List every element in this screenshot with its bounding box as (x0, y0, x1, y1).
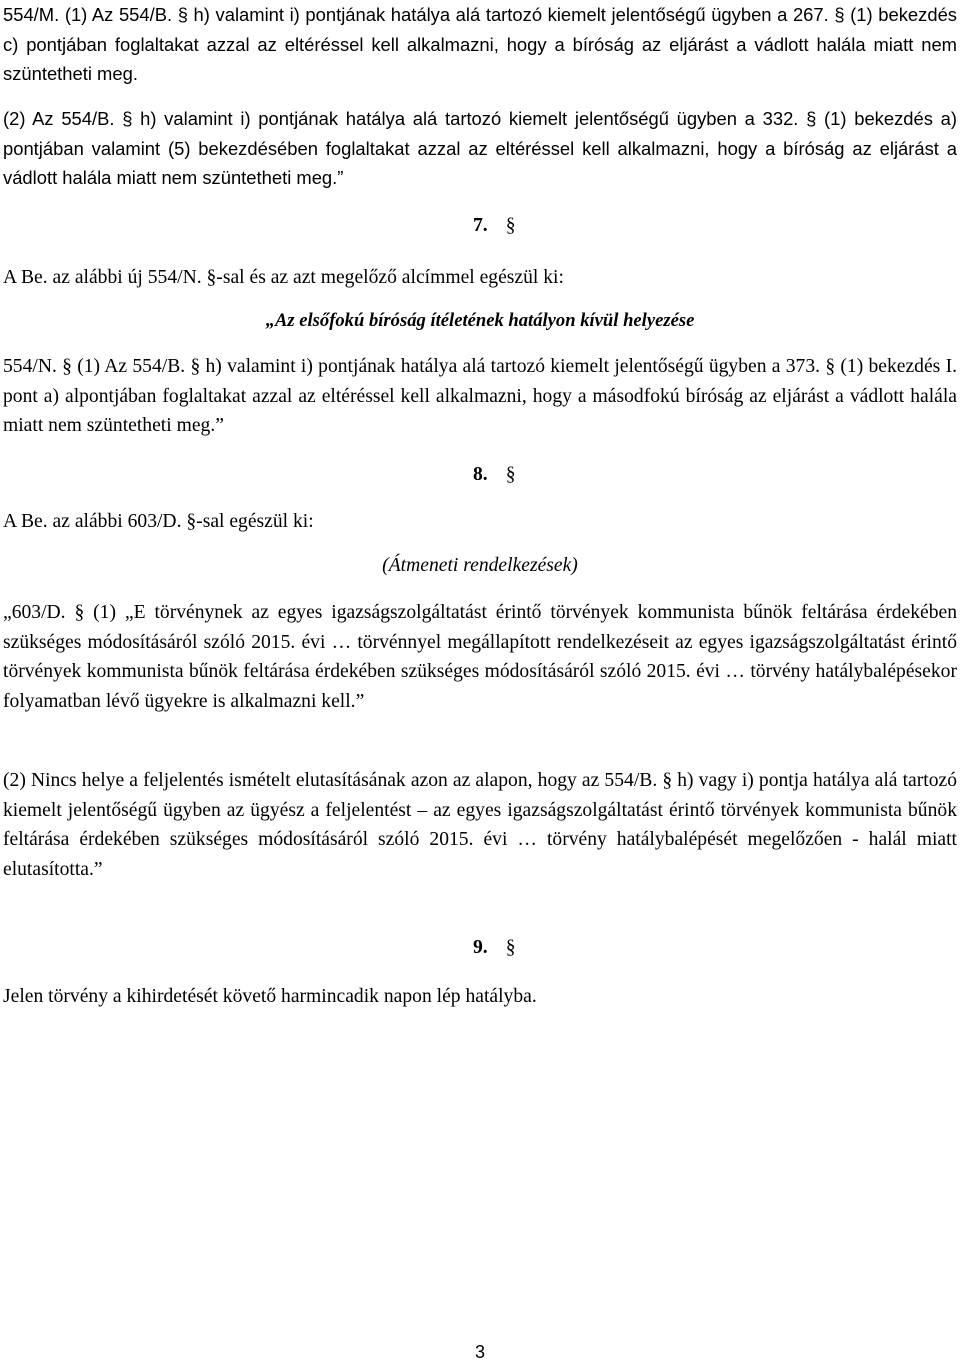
section-sign: § (505, 215, 516, 236)
section-7-number: 7. (473, 215, 488, 236)
section-sign: § (505, 937, 516, 958)
section-8-number: 8. (473, 464, 488, 485)
section-7-heading (473, 215, 516, 237)
paragraph-554n: 554/N. § (1) Az 554/B. § h) valamint i) pontjának hatálya alá tartozó kiemelt jelentőségű ügyben a 373. § (1) bekezdés I. pont a) alpontjában foglaltakat azzal az eltéréssel kell alkalmazni, hogy a másodfokú bíróság az eljárást a vádlott halála miatt nem szüntetheti meg.” (3, 356, 957, 436)
amendment-intro-603d: A Be. az alábbi 603/D. §-sal egészül ki: (3, 511, 314, 532)
paragraph-554m-2: (2) Az 554/B. § h) valamint i) pontjának hatálya alá tartozó kiemelt jelentőségű ügyben a 332. § (1) bekezdés a) pontjában valamint (5) bekezdésében foglaltakat azzal az eltéréssel kell alkalmazni, hogy a bíróság az eljárást a vádlott halála miatt nem szüntetheti meg.” (3, 108, 957, 188)
subtitle-transitional: (Átmeneti rendelkezések) (382, 555, 578, 576)
section-9-heading (473, 937, 516, 959)
paragraph-entry-into-force: Jelen törvény a kihirdetését követő harmincadik napon lép hatályba. (3, 986, 537, 1007)
paragraph-554m-1: 554/M. (1) Az 554/B. § h) valamint i) pontjának hatálya alá tartozó kiemelt jelentőségű ügyben a 267. § (1) bekezdés c) pontjában foglaltakat azzal az eltéréssel kell alkalmazni, hogy a bíróság az eljárást a vádlott halála miatt nem szüntetheti meg. (3, 4, 957, 84)
section-9-number: 9. (473, 937, 488, 958)
amendment-intro-554n: A Be. az alábbi új 554/N. §-sal és az azt megelőző alcímmel egészül ki: (3, 267, 564, 288)
page-number: 3 (474, 1342, 485, 1362)
paragraph-603d-2: (2) Nincs helye a feljelentés ismételt elutasításának azon az alapon, hogy az 554/B. § h) vagy i) pontja hatálya alá tartozó kiemelt jelentőségű ügyben az ügyész a feljelentést – az egyes igazságszolgáltatást érintő törvények kommunista bűnök feltárása érdekében szükséges módosításáról szóló 2015. évi … törvény hatálybalépését megelőzően - halál miatt elutasította.” (3, 770, 957, 880)
section-sign: § (505, 464, 516, 485)
paragraph-603d-1: „603/D. § (1) „E törvénynek az egyes igazságszolgáltatást érintő törvények kommunista bűnök feltárása érdekében szükséges módosításáról szóló 2015. évi … törvénnyel megállapított rendelkezéseit az egyes igazságszolgáltatást érintő törvények kommunista bűnök feltárása érdekében szükséges módosításáról szóló 2015. évi … törvény hatálybalépésekor folyamatban lévő ügyekre is alkalmazni kell.” (3, 602, 957, 712)
subtitle-first-instance: „Az elsőfokú bíróság ítéletének hatályon kívül helyezése (265, 310, 695, 331)
section-8-heading (473, 464, 516, 486)
